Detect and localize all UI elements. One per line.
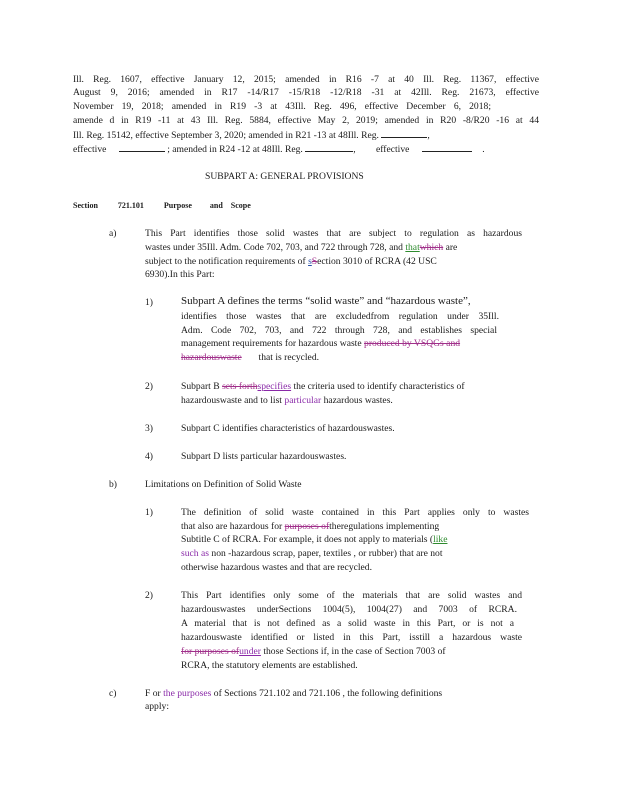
history-line: August 9, 2016; amended in R17 -14/R17 -15/R18 -12/R18 -31 at 42Ill. Reg. 21673, effective — [73, 87, 539, 98]
history-line: Ill. Reg. 1607, effective January 12, 2015; amended in R16 -7 at 40 Ill. Reg. 11367, effective — [73, 74, 539, 85]
item-marker: 2) — [145, 590, 153, 601]
paragraph-line — [145, 687, 442, 701]
subsection-marker: a) — [109, 228, 117, 239]
paragraph-line — [181, 380, 465, 394]
paragraph-line — [181, 547, 443, 561]
text-run: of Sections 721.102 and 721.106 , the following definitions — [213, 688, 443, 699]
text-run: hazardous wastes. — [323, 395, 393, 406]
paragraph-line: Subpart D lists particular hazardouswastes. — [181, 451, 347, 462]
paragraph-line: Adm. Code 702, 703, and 722 through 728, and establishes special — [181, 325, 497, 336]
paragraph-line: hazardouswastes underSections 1004(5), 1004(27) and 7003 of RCRA. — [181, 604, 517, 615]
deletion: sets forth — [222, 381, 258, 392]
text-run: subject to the notification requirements of — [145, 256, 306, 267]
paragraph-line — [145, 241, 457, 255]
history-line: effective ; amended in R24 -12 at 48Ill. Reg. , effective . — [73, 141, 485, 157]
history-text: effective — [73, 144, 107, 155]
text-run: those Sections if, in the case of Section 7003 of — [263, 646, 446, 657]
paragraph-line: 6930).In this Part: — [145, 269, 215, 280]
insertion: that — [405, 242, 420, 253]
section-number: 721.101 — [117, 201, 144, 210]
history-line: Ill. Reg. 15142, effective September 3, 2020; amended in R21 -13 at 48Ill. Reg. , — [73, 127, 430, 143]
insertion: such as — [181, 548, 209, 559]
text-run: that is recycled. — [258, 352, 320, 363]
paragraph-line: hazardouswaste identified or listed in this Part, isstill a hazardous waste — [181, 632, 522, 643]
paragraph-line — [181, 394, 393, 408]
history-text: ; amended in R24 -12 at 48Ill. Reg. — [167, 144, 303, 155]
text-run: the criteria used to identify characteristics of — [293, 381, 465, 392]
paragraph-line: The definition of solid waste contained in this Part applies only to wastes — [181, 507, 529, 518]
history-line: November 19, 2018; amended in R19 -3 at 43Ill. Reg. 496, effective December 6, 2018; — [73, 101, 491, 112]
item-marker: 1) — [145, 507, 153, 518]
subsection-marker: b) — [109, 479, 117, 490]
deletion: which — [419, 242, 444, 253]
section-title: Purpose and Scope — [163, 201, 251, 210]
history-text: . — [482, 144, 485, 155]
subsection-title: Limitations on Definition of Solid Waste — [145, 479, 302, 490]
text-run: theregulations implementing — [329, 521, 440, 532]
item-marker: 1) — [145, 297, 153, 308]
history-text: effective — [376, 144, 410, 155]
paragraph-line: This Part identifies those solid wastes that are subject to regulation as hazardous — [145, 228, 522, 239]
history-text: Ill. Reg. 15142, effective September 3, 2020; amended in R21 -13 at 48Ill. Reg. — [73, 130, 379, 141]
blank-field — [119, 141, 165, 152]
insertion: particular — [284, 395, 322, 406]
deletion: purposes of — [284, 521, 330, 532]
deletion: S — [311, 256, 318, 267]
subpart-heading: SUBPART A: GENERAL PROVISIONS — [205, 171, 364, 182]
text-run: are — [445, 242, 458, 253]
paragraph-line — [181, 520, 439, 534]
paragraph-line: identifies those wastes that are excludedfrom regulation under 35Ill. — [181, 311, 499, 322]
item-marker: 3) — [145, 423, 153, 434]
paragraph-line: RCRA, the statutory elements are established. — [181, 660, 358, 671]
insertion: under — [239, 646, 261, 657]
section-heading — [73, 199, 251, 213]
subsection-marker: c) — [109, 688, 117, 699]
text-run: management requirements for hazardous waste — [181, 338, 362, 349]
paragraph-line: apply: — [145, 701, 169, 712]
paragraph-line: otherwise hazardous wastes and that are recycled. — [181, 562, 372, 573]
paragraph-line — [181, 533, 447, 547]
insertion: the purposes — [163, 688, 212, 699]
blank-field — [305, 141, 353, 152]
deletion: for purposes of — [181, 646, 240, 657]
blank-field — [381, 127, 427, 138]
text-run: non -hazardous scrap, paper, textiles , or rubber) that are not — [211, 548, 443, 559]
text-run: Subtitle C of RCRA. For example, it does not apply to materials ( — [181, 534, 434, 545]
insertion: s — [308, 256, 312, 267]
history-line: amende d in R19 -11 at 43 Ill. Reg. 5884, effective May 2, 2019; amended in R20 -8/R20 -16 at 44 — [73, 115, 539, 126]
text-run: that also are hazardous for — [181, 521, 283, 532]
item-marker: 2) — [145, 381, 153, 392]
item-marker: 4) — [145, 451, 153, 462]
text-run: ection 3010 of RCRA (42 USC — [317, 256, 437, 267]
paragraph-line: This Part identifies only some of the materials that are solid wastes and — [181, 590, 522, 601]
paragraph-line — [145, 255, 437, 269]
text-run: wastes under 35Ill. Adm. Code 702, 703, and 722 through 728, and — [145, 242, 403, 253]
paragraph-line: Subpart C identifies characteristics of hazardouswastes. — [181, 423, 395, 434]
paragraph-line — [181, 645, 446, 659]
text-run: Subpart B — [181, 381, 220, 392]
deletion: produced by VSQGs and — [364, 338, 461, 349]
text-run: hazardouswaste and to list — [181, 395, 282, 406]
paragraph-line — [181, 351, 319, 365]
paragraph-line: A material that is not defined as a solid waste in this Part, or is not a — [181, 618, 514, 629]
deletion: hazardouswaste — [181, 352, 242, 363]
section-label: Section — [73, 201, 98, 210]
paragraph-line — [181, 337, 460, 351]
text-run: F or — [145, 688, 161, 699]
insertion: specifies — [257, 381, 292, 392]
insertion: like — [433, 534, 448, 545]
paragraph-line: Subpart A defines the terms “solid waste” and “hazardous waste”, — [181, 295, 471, 307]
blank-field — [422, 141, 472, 152]
